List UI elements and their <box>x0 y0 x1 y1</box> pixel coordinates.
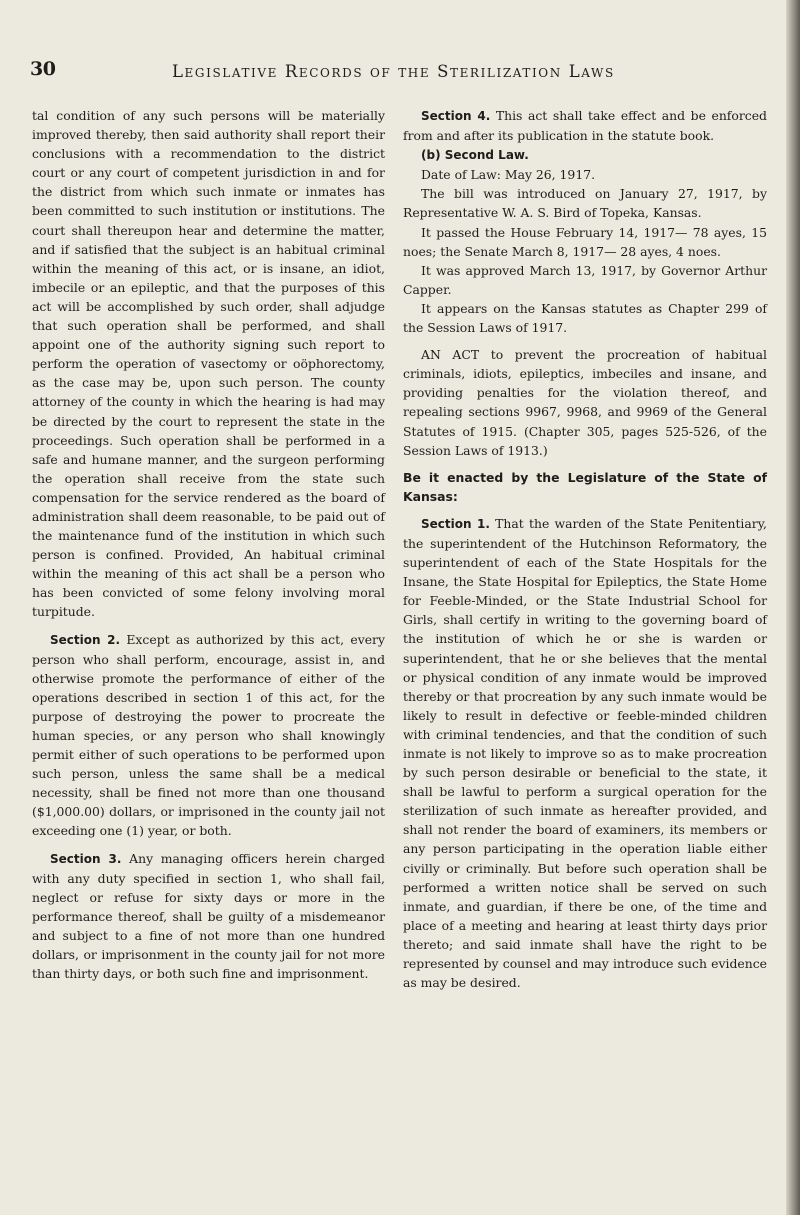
section-1-text: That the warden of the State Penitentiary, the superintendent of the Hutchinson Reformatory, the superintendent of each of the State Hospitals for the Insane, the State Hospital for Epileptics, the State Home for Feeble-Minded, or the State Industrial School for Girls, shall certify in writing to the governing board of the institution of which he or she is warden or superintendent, that he or she believes that the mental or physical condition of any inmate would be improved thereby or that procreation by any such inmate would be likely to result in defective or feeble-minded children with criminal tendencies, and that the condition of such inmate is not likely to improve so as to make procreation by such person desirable or beneficial to the state, it shall be lawful to perform a surgical operation for the sterilization of such inmate as hereafter provided, and shall not render the board of examiners, its members or any person participating in the operation liable either civilly or criminally. But before such operation shall be performed a written notice shall be served on such inmate, and guardian, if there be one, of the time and place of a meeting and hearing at least thirty days prior thereto; and said inmate shall have the right to be represented by counsel and may introduce such evidence as may be desired. <box>403 515 767 991</box>
page-number: 30 <box>30 58 56 80</box>
page-edge-shadow <box>786 0 800 1215</box>
section-2-label: Section 2. <box>50 632 121 647</box>
section-3-text: Any managing officers herein charged with any duty specified in section 1, who shall fail, neglect or refuse for sixty days or more in the performance thereof, shall be guilty of a misdemeanor and subject to a fine of not more than one hundred dollars, or imprisonment in the county jail for not more than thirty days, or both such fine and imprisonment. <box>32 850 385 982</box>
section-1-label: Section 1. <box>421 516 490 531</box>
section-2-paragraph <box>32 630 385 841</box>
section-3-label: Section 3. <box>50 851 122 866</box>
left-column <box>32 106 385 983</box>
date-of-law: Date of Law: May 26, 1917. <box>421 167 596 183</box>
bill-passed: It passed the House February 14, 1917— 78 ayes, 15 noes; the Senate March 8, 1917— 28 ayes, 4 noes. <box>403 224 767 259</box>
enacting-clause: Be it enacted by the Legislature of the State of Kansas: <box>403 469 767 504</box>
second-law-heading: (b) Second Law. <box>421 148 529 163</box>
bill-approved: It was approved March 13, 1917, by Governor Arthur Capper. <box>403 262 767 297</box>
section-1-continuation: tal condition of any such persons will be materially improved thereby, then said authority shall report their conclusions with a recommendation to the district court or any court of competent jurisdiction in and for the district from which such inmate or inmates has been committed to such institution or institutions. The court shall thereupon hear and determine the matter, and if satisfied that the subject is an habitual criminal within the meaning of this act, or is insane, an idiot, imbecile or an epileptic, and that the purposes of this act will be accomplished by such order, shall adjudge that such operation shall be performed, and shall appoint one of the authority signing such report to perform the operation of vasectomy or oöphorectomy, as the case may be, upon such person. The county attorney of the county in which the hearing is had may be directed by the court to represent the state in the proceedings. Such operation shall be performed in a safe and humane manner, and the surgeon performing the operation shall receive from the state such compensation for the service rendered as the board of administration shall deem reasonable, to be paid out of the maintenance fund of the institution in which such person is confined. Provided, An habitual criminal within the meaning of this act shall be a person who has been convicted of some felony involving moral turpitude. <box>32 108 385 620</box>
section-4-text: This act shall take effect and be enforced from and after its publication in the statute book. <box>403 108 767 144</box>
running-header: Legislative Records of the Sterilization Laws <box>172 62 615 81</box>
act-title: AN ACT to prevent the procreation of habitual criminals, idiots, epileptics, imbeciles and insane, and providing penalties for the violation thereof, and repealing sections 9967, 9968, and 9969 of the General Statutes of 1915. (Chapter 305, pages 525-526, of the Session Laws of 1913.) <box>403 347 767 458</box>
section-4-paragraph <box>403 106 767 145</box>
right-column <box>403 106 767 992</box>
section-4-label: Section 4. <box>421 109 491 123</box>
section-2-text: Except as authorized by this act, every person who shall perform, encourage, assist in, and otherwise promote the performance of either of the operations described in section 1 of this act, for the purpose of destroying the power to procreate the human species, or any person who shall knowingly permit either of such operations to be performed upon such person, unless the same shall be a medical necessity, shall be fined not more than one thousand ($1,000.00) dollars, or imprisoned in the county jail not exceeding one (1) year, or both. <box>32 631 385 839</box>
section-1-paragraph <box>403 514 767 992</box>
bill-introduced: The bill was introduced on January 27, 1917, by Representative W. A. S. Bird of Topeka, Kansas. <box>403 186 767 221</box>
section-3-paragraph <box>32 849 385 984</box>
statute-reference: It appears on the Kansas statutes as Chapter 299 of the Session Laws of 1917. <box>403 300 767 336</box>
